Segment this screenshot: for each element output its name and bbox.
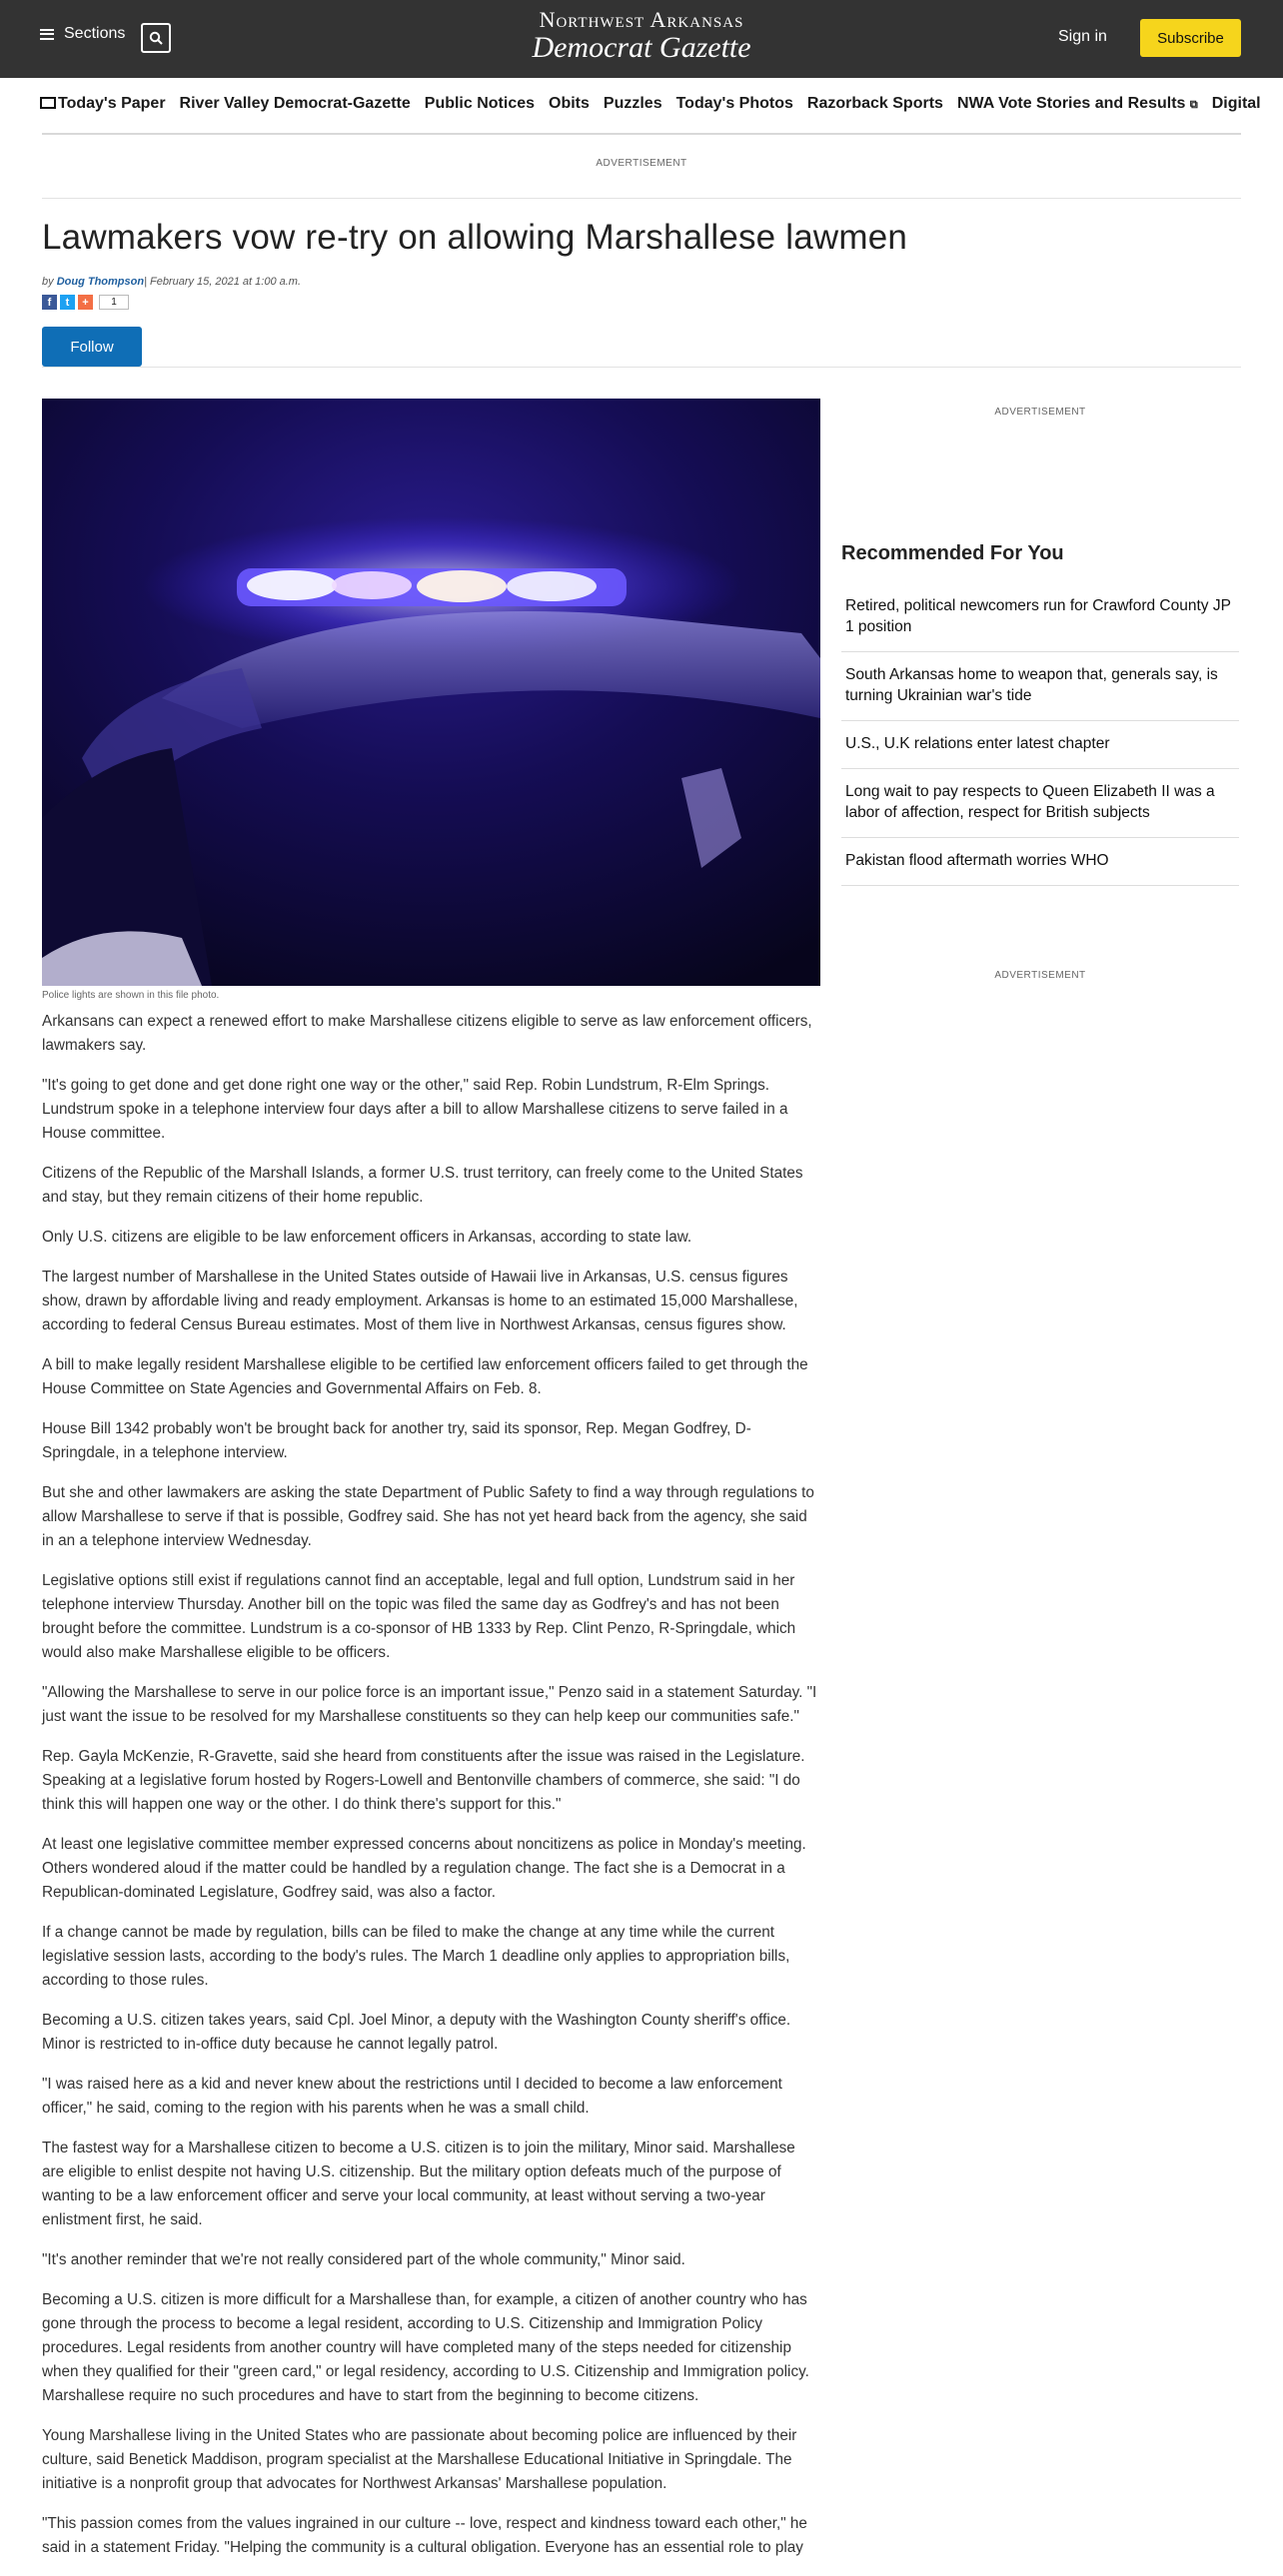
share-count: 1 bbox=[99, 295, 129, 310]
publish-date: | February 15, 2021 at 1:00 a.m. bbox=[144, 276, 302, 288]
paragraph: "I was raised here as a kid and never knew about the restrictions until I decided to become a law enforcement officer," he said, coming to the region with his parents when he was a small child. bbox=[42, 2076, 782, 2117]
article-title: Lawmakers vow re-try on allowing Marshallese lawmen bbox=[42, 218, 908, 257]
main-nav bbox=[0, 80, 1283, 132]
nav-item-razorback-sports[interactable]: Razorback Sports bbox=[806, 95, 943, 112]
paragraph: "It's another reminder that we're not really considered part of the whole community," Minor said. bbox=[42, 2251, 685, 2268]
sections-menu-button[interactable] bbox=[40, 25, 125, 43]
article-photo bbox=[42, 399, 820, 986]
paragraph: But she and other lawmakers are asking the state Department of Public Safety to find a way through regulations to allow Marshallese to serve if that is possible, Godfrey said. She has not yet heard back from the agency, she said in an a telephone interview Wednesday. bbox=[42, 1484, 814, 1549]
recommended-item[interactable]: South Arkansas home to weapon that, generals say, is turning Ukrainian war's tide bbox=[841, 652, 1239, 721]
nav-item-public-notices[interactable]: Public Notices bbox=[424, 95, 536, 112]
byline: by Doug Thompson| February 15, 2021 at 1:00 a.m. bbox=[42, 276, 302, 288]
subscribe-button[interactable]: Subscribe bbox=[1140, 19, 1241, 57]
paragraph: "It's going to get done and get done right one way or the other," said Rep. Robin Lundstrum, R-Elm Springs. Lundstrum spoke in a telephone interview four days after a bill to allow Marshallese citizens to serve failed in a House committee. bbox=[42, 1077, 788, 1142]
recommended-item[interactable]: U.S., U.K relations enter latest chapter bbox=[841, 721, 1239, 769]
top-bar bbox=[0, 0, 1283, 78]
nav-divider bbox=[42, 133, 1241, 135]
photo-caption: Police lights are shown in this file photo. bbox=[42, 990, 220, 1001]
nav-item-river-valley[interactable]: River Valley Democrat-Gazette bbox=[179, 95, 411, 112]
search-icon bbox=[149, 31, 163, 45]
newspaper-icon bbox=[40, 97, 56, 109]
ad-label-sidebar-2: ADVERTISEMENT bbox=[994, 970, 1086, 981]
paragraph: Citizens of the Republic of the Marshall Islands, a former U.S. trust territory, can freely come to the United States and stay, but they remain citizens of their home republic. bbox=[42, 1165, 803, 1206]
nav-item-digital[interactable]: Digital bbox=[1211, 95, 1261, 112]
nav-item-nwa-vote[interactable]: NWA Vote Stories and Results ⧉ bbox=[956, 95, 1198, 112]
ad-divider bbox=[42, 198, 1241, 199]
header-divider bbox=[42, 367, 1241, 368]
recommended-item[interactable]: Retired, political newcomers run for Crawford County JP 1 position bbox=[841, 583, 1239, 652]
article-body bbox=[42, 1010, 821, 2576]
paragraph: Legislative options still exist if regulations cannot find an acceptable, legal and full option, Lundstrum said in her telephone interview Thursday. Another bill on the topic was filed the same day as Godfrey's and has not been brought before the committee. Lundstrum is a co-sponsor of HB 1333 by Rep. Clint Penzo, R-Springdale, which would also make Marshallese eligible to be officers. bbox=[42, 1572, 796, 1661]
hamburger-icon bbox=[40, 29, 54, 40]
sign-in-link[interactable]: Sign in bbox=[1058, 28, 1107, 45]
logo-line-2: Democrat Gazette bbox=[532, 31, 751, 64]
paragraph: Only U.S. citizens are eligible to be law enforcement officers in Arkansas, according to state law. bbox=[42, 1229, 692, 1246]
recommended-item[interactable]: Long wait to pay respects to Queen Elizabeth II was a labor of affection, respect for British subjects bbox=[841, 769, 1239, 838]
paragraph: Becoming a U.S. citizen takes years, said Cpl. Joel Minor, a deputy with the Washington County sheriff's office. Minor is restricted to in-office duty because he cannot legally patrol. bbox=[42, 2012, 791, 2053]
ad-label-sidebar: ADVERTISEMENT bbox=[994, 407, 1086, 418]
nav-item-todays-photos[interactable]: Today's Photos bbox=[675, 95, 793, 112]
paragraph: House Bill 1342 probably won't be brought back for another try, said its sponsor, Rep. Megan Godfrey, D-Springdale, in a telephone interview. bbox=[42, 1420, 751, 1461]
twitter-icon[interactable]: t bbox=[60, 295, 75, 310]
search-button[interactable] bbox=[141, 23, 171, 53]
paragraph: Arkansans can expect a renewed effort to make Marshallese citizens eligible to serve as law enforcement officers, lawmakers say. bbox=[42, 1013, 812, 1054]
external-link-icon: ⧉ bbox=[1189, 99, 1198, 111]
recommended-item[interactable]: Pakistan flood aftermath worries WHO bbox=[841, 838, 1239, 886]
recommended-title: Recommended For You bbox=[841, 542, 1064, 564]
nav-item-puzzles[interactable]: Puzzles bbox=[603, 95, 662, 112]
share-bar bbox=[42, 295, 129, 310]
follow-button[interactable]: Follow bbox=[42, 327, 142, 367]
paragraph: "This passion comes from the values ingrained in our culture -- love, respect and kindness toward each other," he said in a statement Friday. "Helping the community is a cultural obligation. Everyone has an essential role to play bbox=[42, 2515, 807, 2556]
paragraph: Young Marshallese living in the United States who are passionate about becoming police are influenced by their culture, said Benetick Maddison, program specialist at the Marshallese Educational Initiative in Springdale. The initiative is a nonprofit group that advocates for Northwest Arkansas' Marshallese population. bbox=[42, 2427, 797, 2492]
paragraph: If a change cannot be made by regulation, bills can be filed to make the change at any time while the current legislative session lasts, according to the body's rules. The March 1 deadline only applies to appropriation bills, according to those rules. bbox=[42, 1924, 790, 1989]
recommended-list bbox=[841, 583, 1239, 886]
paragraph: A bill to make legally resident Marshallese eligible to be certified law enforcement officers failed to get through the House Committee on State Agencies and Governmental Affairs on Feb. 8. bbox=[42, 1356, 808, 1397]
paragraph: The fastest way for a Marshallese citizen to become a U.S. citizen is to join the military, Minor said. Marshallese are eligible to enlist despite not having U.S. citizenship. But the military option defeats much of the purpose of wanting to be a law enforcement officer and serve your local community, at least without serving a two-year enlistment first, he said. bbox=[42, 2140, 795, 2228]
ad-label-top: ADVERTISEMENT bbox=[596, 158, 687, 169]
logo-line-1: Northwest Arkansas bbox=[539, 7, 744, 32]
paragraph: The largest number of Marshallese in the United States outside of Hawaii live in Arkansas, U.S. census figures show, drawn by affordable living and ready employment. Arkansas is home to an estimated 15,000 Marshallese, according to federal Census Bureau estimates. Most of them live in Northwest Arkansas, census figures show. bbox=[42, 1269, 798, 1333]
paragraph: Becoming a U.S. citizen is more difficult for a Marshallese than, for example, a citizen of another country who has gone through the process to become a legal resident, according to U.S. Citizenship and Immigration Policy procedures. Legal residents from another country will have completed many of the steps needed for citizenship when they qualified for their "green card," or legal residency, according to U.S. Citizenship and Immigration policy. Marshallese require no such procedures and have to start from the beginning to become citizens. bbox=[42, 2291, 809, 2404]
paragraph: Rep. Gayla McKenzie, R-Gravette, said she heard from constituents after the issue was raised in the Legislature. Speaking at a legislative forum hosted by Rogers-Lowell and Bentonville chambers of commerce, she said: "I do think this will happen one way or the other. I do think there's support for this." bbox=[42, 1748, 805, 1813]
nav-item-todays-paper[interactable]: Today's Paper bbox=[40, 95, 166, 113]
facebook-icon[interactable]: f bbox=[42, 295, 57, 310]
site-logo[interactable] bbox=[492, 8, 791, 64]
nav-item-obits[interactable]: Obits bbox=[549, 95, 590, 112]
share-plus-icon[interactable]: + bbox=[78, 295, 93, 310]
sections-label: Sections bbox=[64, 25, 126, 42]
paragraph: "Allowing the Marshallese to serve in our police force is an important issue," Penzo said in a statement Saturday. "I just want the issue to be resolved for my Marshallese constituents so they can help keep our communities safe." bbox=[42, 1684, 817, 1725]
paragraph: At least one legislative committee member expressed concerns about noncitizens as police in Monday's meeting. Others wondered aloud if the matter could be handled by a regulation change. The fact she is a Democrat in a Republican-dominated Legislature, Godfrey said, was also a factor. bbox=[42, 1836, 806, 1901]
author-link[interactable]: Doug Thompson bbox=[56, 276, 145, 288]
